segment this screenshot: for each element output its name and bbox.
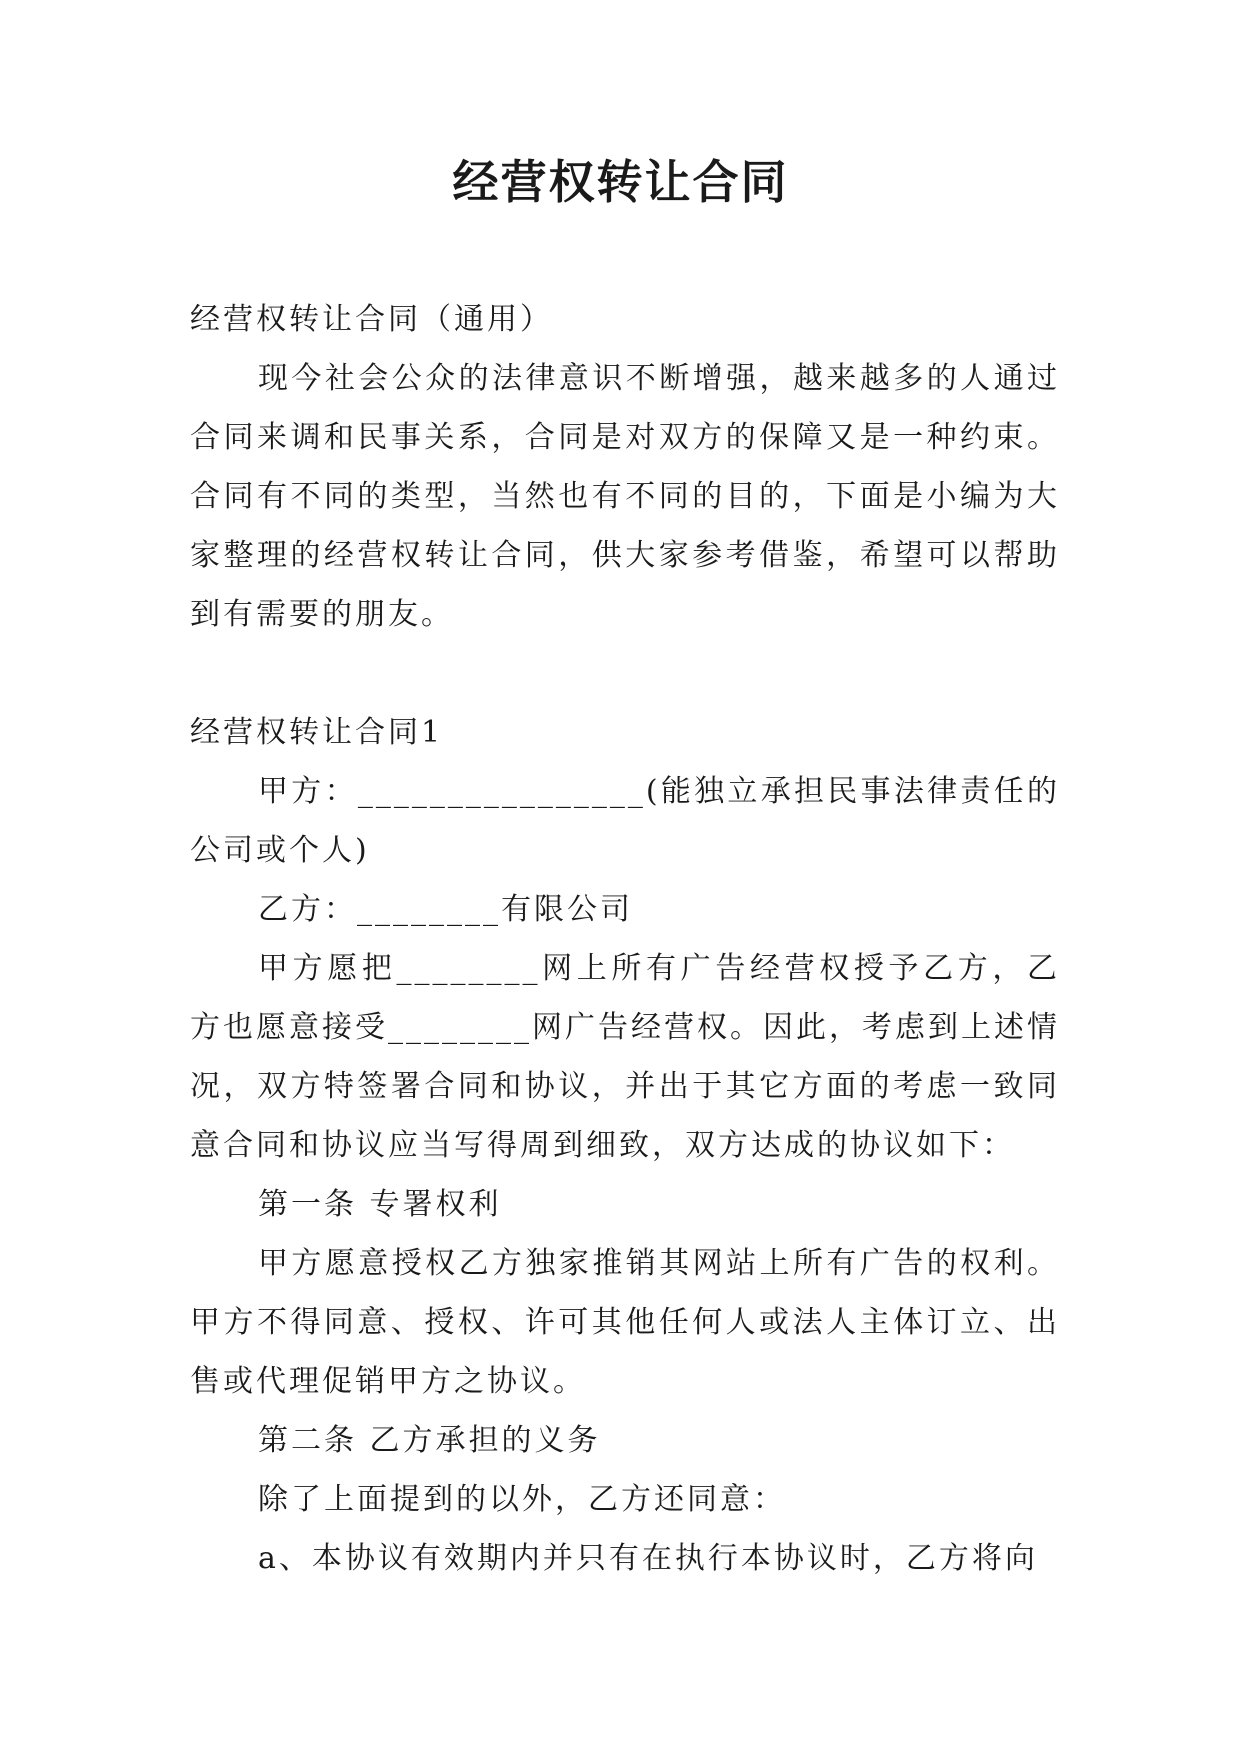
article-2-item-a: a、本协议有效期内并只有在执行本协议时，乙方将向: [258, 1541, 1038, 1576]
section-heading: 经营权转让合同1: [190, 715, 444, 750]
article-1-text: 甲方愿意授权乙方独家推销其网站上所有广告的权利。甲方不得同意、授权、许可其他任何人或法人主体订立、出售或代理促销甲方之协议。: [190, 1246, 1060, 1399]
article-1-title: 第一条 专署权利: [258, 1187, 502, 1222]
document-body: [190, 290, 1060, 1588]
subtitle: 经营权转让合同（通用）: [190, 302, 553, 337]
article-2-intro: 除了上面提到的以外，乙方还同意：: [258, 1482, 786, 1517]
paragraph-gap: [190, 644, 1060, 703]
article-2-title: 第二条 乙方承担的义务: [258, 1423, 601, 1458]
preamble-paragraph: 甲方愿把________网上所有广告经营权授予乙方，乙方也愿意接受________网广告经营权。因此，考虑到上述情况，双方特签署合同和协议，并出于其它方面的考虑一致同意合同和协议应当写得周到细致，双方达成的协议如下：: [190, 951, 1060, 1163]
party-b-line: 乙方：________有限公司: [258, 892, 633, 927]
party-a-line: 甲方：________________(能独立承担民事法律责任的公司或个人): [190, 774, 1060, 868]
intro-paragraph: 现今社会公众的法律意识不断增强，越来越多的人通过合同来调和民事关系，合同是对双方的保障又是一种约束。合同有不同的类型，当然也有不同的目的，下面是小编为大家整理的经营权转让合同，供大家参考借鉴，希望可以帮助到有需要的朋友。: [190, 361, 1060, 632]
document-title: 经营权转让合同: [452, 155, 789, 209]
